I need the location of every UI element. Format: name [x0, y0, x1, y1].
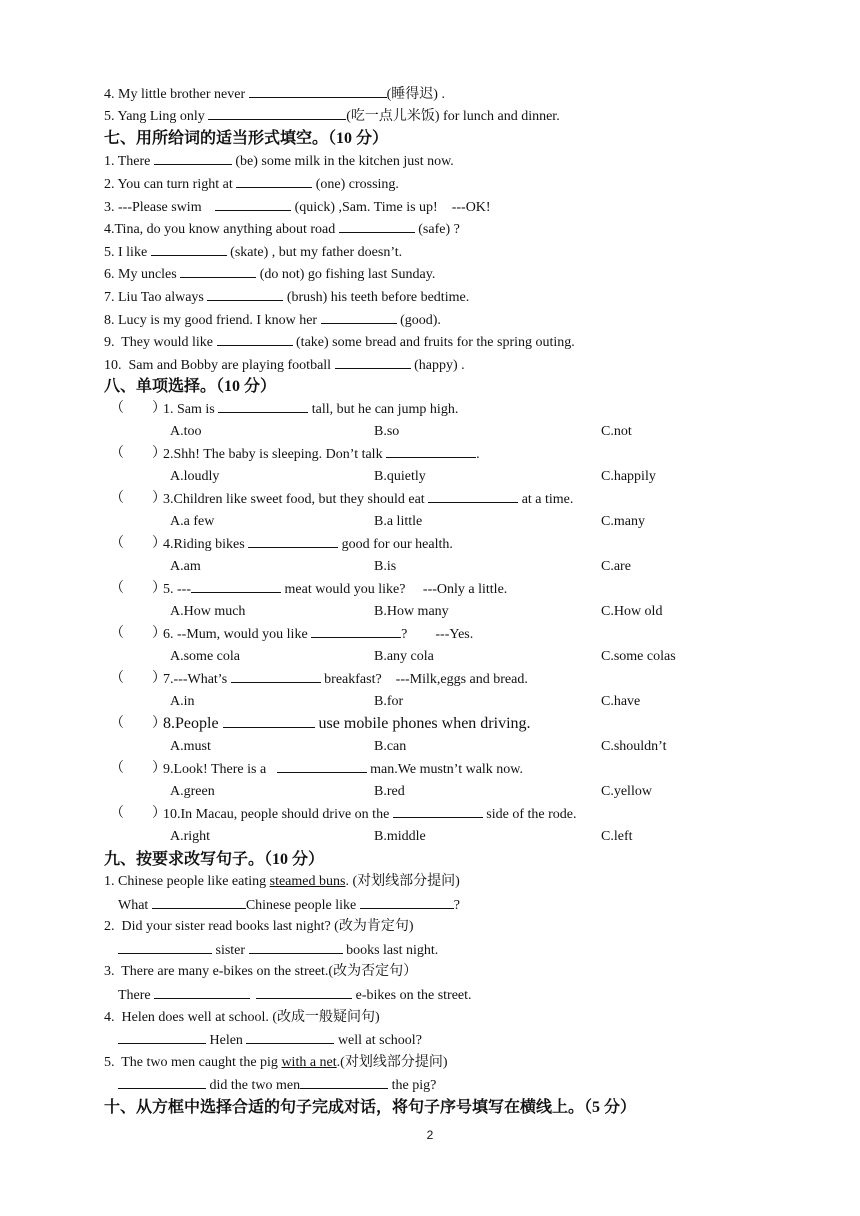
answer-blank: [311, 625, 401, 638]
mcq-question: 1. Sam is tall, but he can jump high.: [163, 402, 459, 417]
answer-blank[interactable]: [249, 85, 387, 98]
answer-blank[interactable]: [360, 896, 454, 909]
option-c[interactable]: C.have: [601, 694, 641, 709]
rewrite-answer-4: Helen well at school?: [118, 1031, 422, 1050]
answer-blank[interactable]: [246, 1031, 334, 1044]
option-b[interactable]: B.How many: [374, 604, 449, 619]
section-8-heading: 八、单项选择。（10 分）: [104, 378, 277, 395]
section-10-heading: 十、从方框中选择合适的句子完成对话，将句子序号填写在横线上。（5 分）: [104, 1099, 637, 1116]
answer-bracket[interactable]: （ ）: [110, 491, 166, 506]
page-number: 2: [426, 1128, 434, 1142]
answer-blank[interactable]: [321, 311, 397, 324]
rewrite-question-2: 2. Did your sister read books last night? (改为肯定句): [104, 919, 414, 934]
answer-blank[interactable]: [300, 1076, 388, 1089]
rewrite-answer-3: There e-bikes on the street.: [118, 988, 472, 1003]
pre-question-4: 4. My little brother never (睡得迟) .: [104, 87, 445, 102]
answer-blank[interactable]: [118, 941, 212, 954]
rewrite-question-3: 3. There are many e-bikes on the street.(改为否定句）: [104, 964, 418, 979]
underlined-phrase: steamed buns: [269, 874, 346, 889]
answer-bracket[interactable]: （ ）: [110, 536, 166, 551]
rewrite-question-4: 4. Helen does well at school. (改成一般疑问句): [104, 1010, 380, 1025]
option-a[interactable]: A.too: [170, 424, 202, 439]
answer-blank[interactable]: [207, 288, 283, 301]
answer-blank[interactable]: [215, 198, 291, 211]
option-c[interactable]: C.yellow: [601, 784, 652, 799]
option-b[interactable]: B.can: [374, 739, 407, 754]
answer-blank[interactable]: [154, 986, 250, 999]
mcq-question: 4.Riding bikes good for our health.: [163, 537, 453, 552]
option-c[interactable]: C.left: [601, 829, 633, 844]
option-c[interactable]: C.are: [601, 559, 631, 574]
answer-blank: [191, 580, 281, 593]
answer-bracket[interactable]: （ ）: [110, 446, 166, 461]
option-b[interactable]: B.so: [374, 424, 400, 439]
option-b[interactable]: B.a little: [374, 514, 423, 529]
answer-blank[interactable]: [151, 243, 227, 256]
option-c[interactable]: C.happily: [601, 469, 656, 484]
answer-blank: [218, 400, 308, 413]
option-a[interactable]: A.green: [170, 784, 215, 799]
fill-item: 4.Tina, do you know anything about road (safe) ?: [104, 222, 460, 237]
option-c[interactable]: C.many: [601, 514, 645, 529]
mcq-question: 7.---What’s breakfast? ---Milk,eggs and bread.: [163, 672, 528, 687]
answer-bracket[interactable]: （ ）: [110, 716, 166, 731]
mcq-question: 9.Look! There is a man.We mustn’t walk now.: [163, 762, 524, 777]
mcq-question: 8.People use mobile phones when driving.: [163, 715, 531, 732]
answer-blank[interactable]: [154, 152, 232, 165]
option-c[interactable]: C.How old: [601, 604, 663, 619]
option-c[interactable]: C.shouldn’t: [601, 739, 667, 754]
answer-bracket[interactable]: （ ）: [110, 626, 166, 641]
underlined-phrase: with a net: [281, 1055, 337, 1070]
section-7-heading: 七、用所给词的适当形式填空。（10 分）: [104, 130, 389, 147]
fill-item: 6. My uncles (do not) go fishing last Sunday.: [104, 267, 436, 282]
fill-item: 7. Liu Tao always (brush) his teeth before bedtime.: [104, 290, 470, 305]
fill-item: 1. There (be) some milk in the kitchen just now.: [104, 154, 454, 169]
mcq-question: 3.Children like sweet food, but they should eat at a time.: [163, 492, 574, 507]
rewrite-question-5: 5. The two men caught the pig with a net.(对划线部分提问): [104, 1055, 448, 1070]
answer-blank[interactable]: [152, 896, 246, 909]
mcq-question: 5. --- meat would you like? ---Only a little.: [163, 582, 508, 597]
option-b[interactable]: B.for: [374, 694, 404, 709]
option-b[interactable]: B.middle: [374, 829, 426, 844]
section-9-heading: 九、按要求改写句子。（10 分）: [104, 851, 325, 868]
answer-bracket[interactable]: （ ）: [110, 401, 166, 416]
option-c[interactable]: C.some colas: [601, 649, 676, 664]
answer-bracket[interactable]: （ ）: [110, 581, 166, 596]
rewrite-answer-1: What Chinese people like ?: [118, 898, 460, 913]
answer-blank[interactable]: [249, 941, 343, 954]
answer-blank[interactable]: [236, 175, 312, 188]
answer-blank[interactable]: [180, 265, 256, 278]
fill-item: 10. Sam and Bobby are playing football (happy) .: [104, 358, 465, 373]
answer-blank[interactable]: [256, 986, 352, 999]
answer-bracket[interactable]: （ ）: [110, 671, 166, 686]
answer-blank: [223, 713, 315, 728]
answer-blank[interactable]: [208, 107, 346, 120]
option-a[interactable]: A.How much: [170, 604, 246, 619]
option-b[interactable]: B.any cola: [374, 649, 434, 664]
answer-blank[interactable]: [118, 1031, 206, 1044]
rewrite-answer-5: did the two men the pig?: [118, 1076, 436, 1095]
option-a[interactable]: A.in: [170, 694, 195, 709]
fill-item: 9. They would like (take) some bread and fruits for the spring outing.: [104, 335, 575, 350]
option-a[interactable]: A.a few: [170, 514, 215, 529]
mcq-question: 2.Shh! The baby is sleeping. Don’t talk .: [163, 447, 480, 462]
fill-item: 5. I like (skate) , but my father doesn’t.: [104, 245, 403, 260]
fill-item: 2. You can turn right at (one) crossing.: [104, 177, 399, 192]
pre-question-5: 5. Yang Ling only (吃一点儿米饭) for lunch and dinner.: [104, 109, 560, 124]
fill-item: 8. Lucy is my good friend. I know her (good).: [104, 313, 441, 328]
option-a[interactable]: A.am: [170, 559, 201, 574]
answer-bracket[interactable]: （ ）: [110, 806, 166, 821]
option-c[interactable]: C.not: [601, 424, 632, 439]
answer-blank[interactable]: [118, 1076, 206, 1089]
option-b[interactable]: B.quietly: [374, 469, 426, 484]
answer-blank: [277, 760, 367, 773]
fill-item: 3. ---Please swim (quick) ,Sam. Time is up! ---OK!: [104, 200, 491, 215]
option-a[interactable]: A.must: [170, 739, 211, 754]
rewrite-question-1: 1. Chinese people like eating steamed buns. (对划线部分提问): [104, 874, 460, 889]
rewrite-answer-2: sister books last night.: [118, 941, 438, 960]
answer-blank: [393, 805, 483, 818]
option-b[interactable]: B.is: [374, 559, 397, 574]
answer-blank: [231, 670, 321, 683]
option-a[interactable]: A.some cola: [170, 649, 240, 664]
answer-blank: [386, 445, 476, 458]
answer-blank: [428, 490, 518, 503]
answer-blank: [248, 535, 338, 548]
answer-blank[interactable]: [339, 220, 415, 233]
answer-bracket[interactable]: （ ）: [110, 761, 166, 776]
answer-blank[interactable]: [217, 333, 293, 346]
option-b[interactable]: B.red: [374, 784, 405, 799]
mcq-question: 6. --Mum, would you like ? ---Yes.: [163, 627, 474, 642]
option-a[interactable]: A.right: [170, 829, 211, 844]
mcq-question: 10.In Macau, people should drive on the side of the rode.: [163, 807, 577, 822]
option-a[interactable]: A.loudly: [170, 469, 220, 484]
answer-blank[interactable]: [335, 356, 411, 369]
